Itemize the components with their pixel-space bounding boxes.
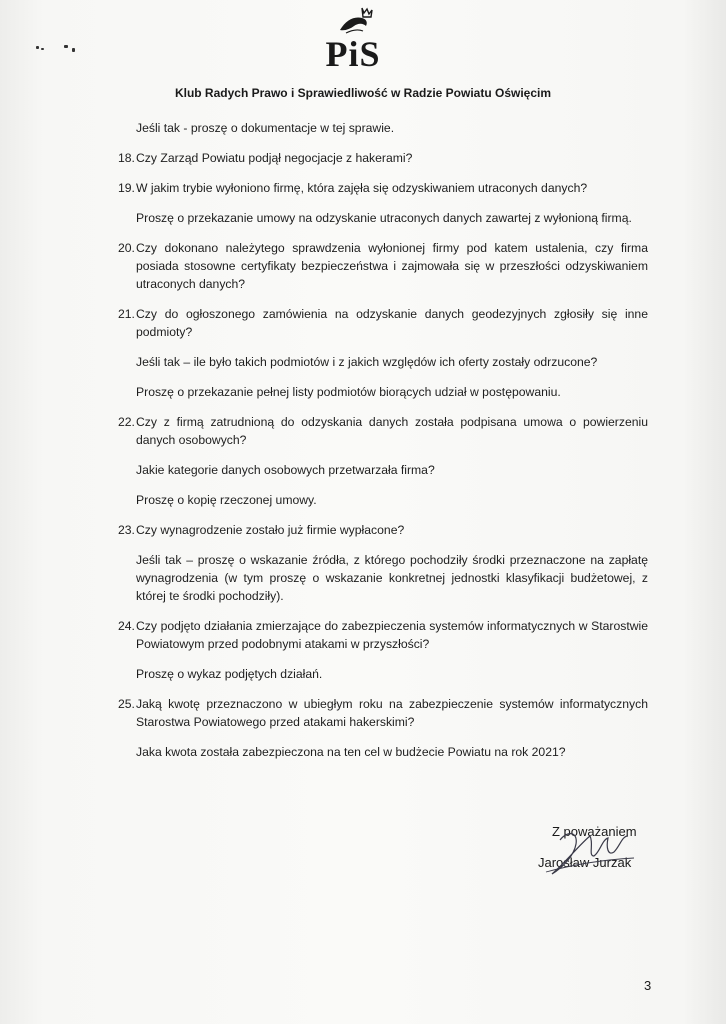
question-text: Czy wynagrodzenie zostało już firmie wypłacone? bbox=[136, 523, 405, 537]
question-number: 24. bbox=[118, 619, 135, 633]
question-followup: Jeśli tak – proszę o wskazanie źródła, z którego pochodziły środki przeznaczone na zapłatę wynagrodzenia (w tym proszę o wskazanie konkretnej jednostki klasyfikacji budżetowej, z której te środki pochodziły). bbox=[136, 553, 648, 603]
closing-text: Z poważaniem bbox=[552, 824, 637, 839]
question-number: 18. bbox=[118, 151, 135, 165]
question-followup: Jaka kwota została zabezpieczona na ten cel w budżecie Powiatu na rok 2021? bbox=[136, 745, 566, 759]
question-text: Jaką kwotę przeznaczono w ubiegłym roku na zabezpieczenie systemów informatycznych Starostwa Powiatowego przed atakami hakerskimi? bbox=[136, 697, 648, 729]
question-list bbox=[118, 119, 648, 773]
question-followup: Proszę o przekazanie umowy na odzyskanie utraconych danych zawartej z wyłonioną firmą. bbox=[136, 211, 632, 225]
question-number: 22. bbox=[118, 415, 135, 429]
signatory-name: Jarosław Jurzak bbox=[538, 855, 632, 870]
question-text: W jakim trybie wyłoniono firmę, która zajęła się odzyskiwaniem utraconych danych? bbox=[136, 181, 588, 195]
question-text: Czy do ogłoszonego zamówienia na odzyskanie danych geodezyjnych zgłosiły się inne podmioty? bbox=[136, 307, 648, 339]
handwritten-signature bbox=[538, 822, 658, 882]
scan-specks bbox=[36, 44, 96, 54]
question-item bbox=[118, 149, 648, 167]
question-number: 25. bbox=[118, 697, 135, 711]
page-number: 3 bbox=[644, 978, 652, 993]
question-text: Czy z firmą zatrudnioną do odzyskania danych została podpisana umowa o powierzeniu danych osobowych? bbox=[136, 415, 648, 447]
intro-paragraph: Jeśli tak - proszę o dokumentacje w tej sprawie. bbox=[136, 121, 395, 135]
question-number: 19. bbox=[118, 181, 135, 195]
party-logo bbox=[322, 6, 384, 72]
document-header: Klub Radych Prawo i Sprawiedliwość w Radzie Powiatu Oświęcim bbox=[174, 86, 552, 100]
question-followup: Proszę o kopię rzeczonej umowy. bbox=[136, 493, 317, 507]
question-item bbox=[118, 521, 648, 539]
question-item bbox=[118, 179, 648, 197]
question-number: 20. bbox=[118, 241, 135, 255]
question-text: Czy podjęto działania zmierzające do zabezpieczenia systemów informatycznych w Starostwie Powiatowym przed podobnymi atakami w przyszłości? bbox=[136, 619, 648, 651]
question-followup: Proszę o przekazanie pełnej listy podmiotów biorących udział w postępowaniu. bbox=[136, 385, 561, 399]
question-text: Czy Zarząd Powiatu podjął negocjacje z hakerami? bbox=[136, 151, 413, 165]
question-item bbox=[118, 413, 648, 449]
question-followup: Proszę o wykaz podjętych działań. bbox=[136, 667, 323, 681]
question-text: Czy dokonano należytego sprawdzenia wyłonionej firmy pod katem ustalenia, czy firma posiada stosowne certyfikaty bezpieczeństwa i zajmowała się w przeszłości odzyskiwaniem utraconych danych? bbox=[136, 241, 648, 291]
question-item bbox=[118, 305, 648, 341]
signature-block bbox=[538, 822, 678, 882]
question-item bbox=[118, 617, 648, 653]
eagle-crown-icon bbox=[336, 6, 376, 36]
question-item bbox=[118, 239, 648, 293]
question-item bbox=[118, 695, 648, 731]
logo-text: PiS bbox=[325, 34, 381, 74]
question-number: 23. bbox=[118, 523, 135, 537]
question-number: 21. bbox=[118, 307, 135, 321]
question-followup: Jakie kategorie danych osobowych przetwarzała firma? bbox=[136, 463, 435, 477]
question-followup: Jeśli tak – ile było takich podmiotów i z jakich względów ich oferty zostały odrzucone? bbox=[136, 355, 598, 369]
